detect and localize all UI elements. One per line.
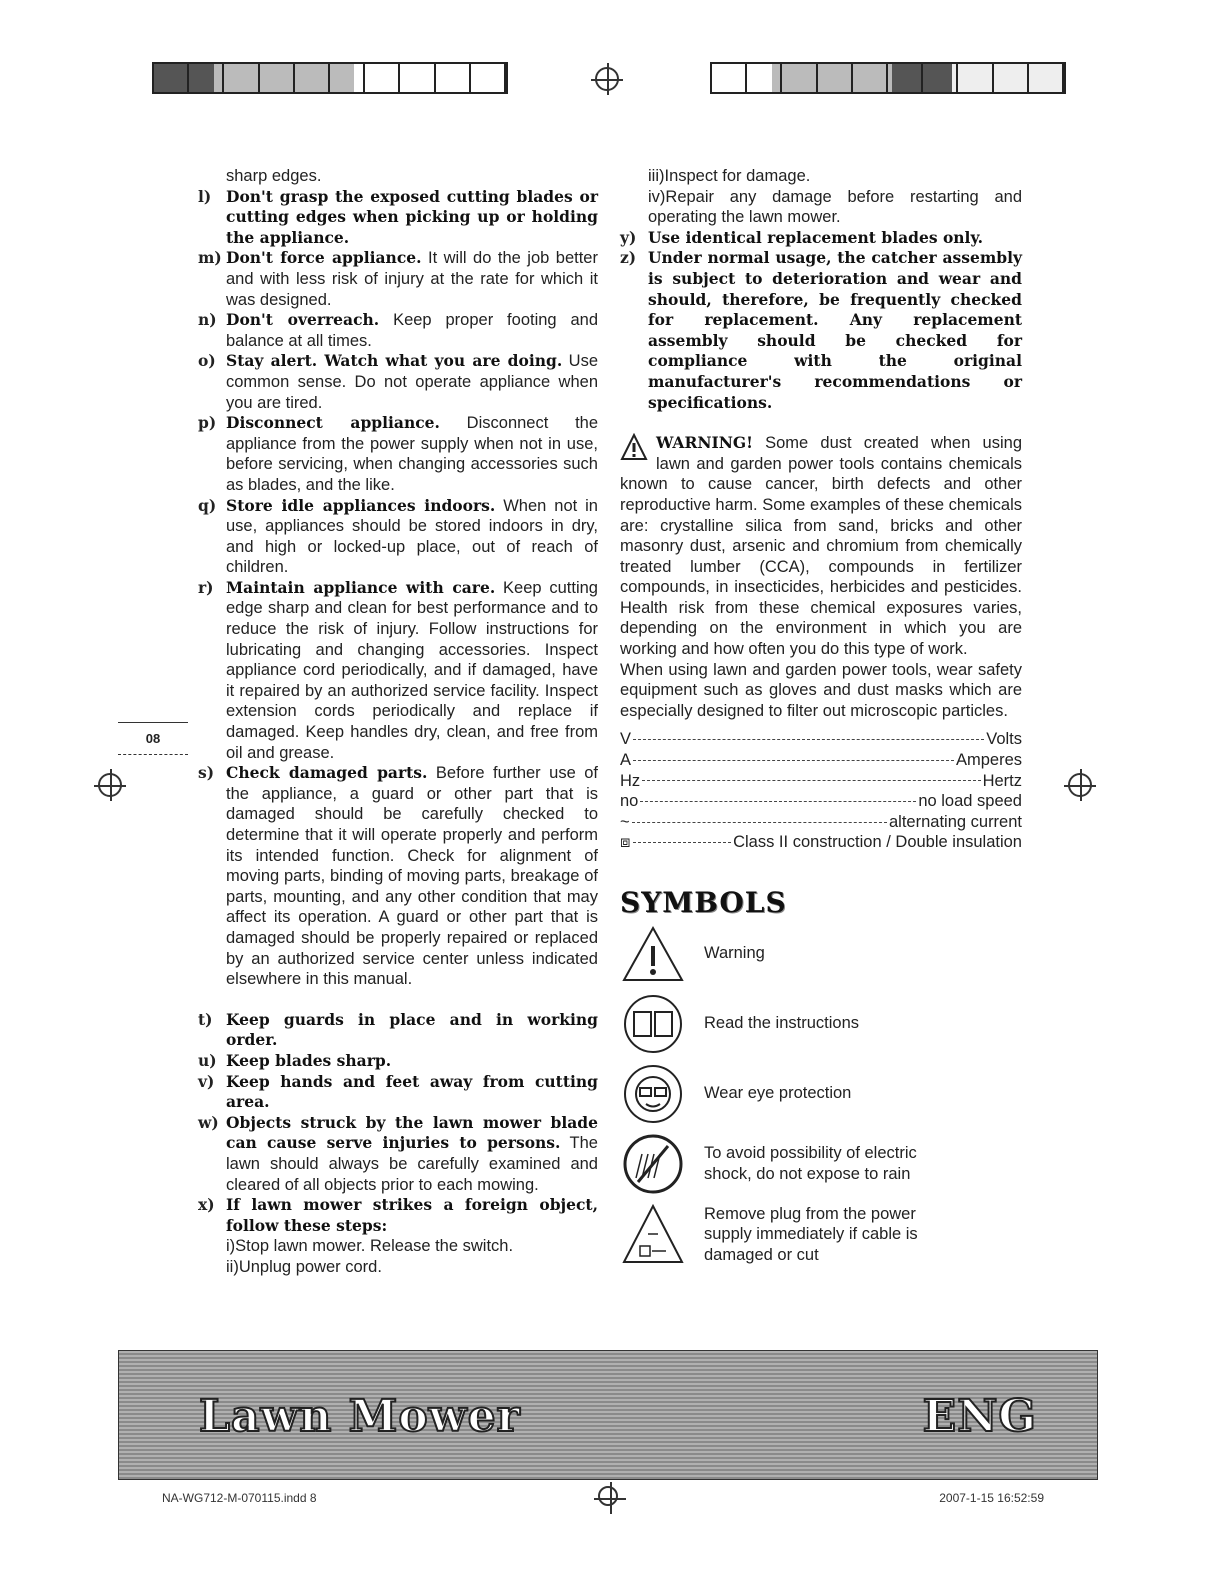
list-item <box>198 1072 598 1113</box>
item-letter: p) <box>198 413 217 433</box>
symbol-label: Remove plug from the power supply immediately if cable is damaged or cut <box>704 1204 918 1264</box>
item-letter: u) <box>198 1050 217 1070</box>
list-item <box>198 310 598 351</box>
symbol-row <box>620 1134 1022 1194</box>
unit-symbol: A <box>620 751 632 770</box>
step: iv)Repair any damage before restarting and operating the lawn mower. <box>648 187 1022 227</box>
item-body <box>226 1010 598 1051</box>
item-body <box>648 248 1022 413</box>
item-letter: w) <box>198 1112 219 1132</box>
symbol-row <box>620 924 1022 984</box>
unit-meaning: Amperes <box>955 751 1022 770</box>
footer-timestamp: 2007-1-15 16:52:59 <box>939 1491 1044 1505</box>
list-item <box>198 351 598 413</box>
list-item <box>198 1010 598 1051</box>
list-item <box>198 413 598 495</box>
symbol-row <box>620 994 1022 1054</box>
item-body <box>226 763 598 990</box>
item-body <box>226 187 598 249</box>
unit-symbol: Hz <box>620 771 641 790</box>
step: iii)Inspect for damage. <box>648 167 811 185</box>
item-body <box>226 1072 598 1113</box>
item-letter: s) <box>198 763 215 783</box>
list-item <box>198 578 598 763</box>
unit-row <box>620 812 1022 833</box>
warning-label: WARNING! <box>656 433 753 453</box>
warning-text: Some dust created when using lawn and garden power tools contains chemicals known to cause cancer, birth defects and other reproductive harm. Some examples of these chemicals are: crystalline silica from sand, bricks and other masonry dust, arsenic and chromium from chemically treated lumber (CCA), compounds in fertilizer compounds, in insecticides, herbicides and pesticides. Health risk from these chemical exposures varies, depending on the environment in which you are working and how often you do this type of work. <box>620 434 1022 659</box>
item-body <box>226 1113 598 1195</box>
item-body <box>226 1051 598 1072</box>
unit-symbol: ⧈ <box>620 833 631 852</box>
list-item <box>198 496 598 578</box>
dash-leader <box>633 739 984 740</box>
item-body <box>226 496 598 578</box>
list-item <box>198 187 598 249</box>
left-column <box>198 166 598 1277</box>
item-letter: v) <box>198 1071 215 1091</box>
item-heading: Keep hands and feet away from cutting area. <box>226 1071 598 1112</box>
unit-meaning: Volts <box>986 730 1022 749</box>
item-heading: Under normal usage, the catcher assembly is subject to deterioration and wear and should, therefore, be frequently checked for replacement. Any replacement assembly should be checked for compliance with the original manufacturer's recommendations or specifications. <box>648 248 1022 412</box>
item-body <box>648 228 1022 249</box>
item-letter: t) <box>198 1009 213 1029</box>
symbol-row <box>620 1204 1022 1266</box>
color-bar-left <box>152 62 508 94</box>
registration-mark-icon <box>1068 773 1092 797</box>
unit-row <box>620 791 1022 812</box>
list-item <box>198 1113 598 1195</box>
warning-paragraph <box>620 433 1022 660</box>
item-heading: Maintain appliance with care. <box>226 577 496 597</box>
list-item <box>620 248 1022 413</box>
paragraph: sharp edges. <box>226 167 322 185</box>
item-heading: Don't overreach. <box>226 310 380 330</box>
item-text: Keep proper footing and balance at all times. <box>226 311 599 350</box>
read-instructions-icon <box>620 994 686 1054</box>
warning-triangle-icon <box>620 924 686 984</box>
item-heading: Keep guards in place and in working order. <box>226 1009 598 1050</box>
page-number: 08 <box>118 722 188 755</box>
remove-plug-icon <box>620 1204 686 1264</box>
item-heading: Stay alert. Watch what you are doing. <box>226 351 563 371</box>
item-letter: x) <box>198 1195 215 1215</box>
unit-meaning: Hertz <box>982 771 1022 790</box>
item-heading: Don't force appliance. <box>226 248 422 268</box>
item-text: When not in use, appliances should be stored indoors in dry, and high or locked-up place, out of reach of children. <box>226 496 598 577</box>
unit-symbol: ~ <box>620 812 630 831</box>
item-body <box>226 310 598 351</box>
step: i)Stop lawn mower. Release the switch. <box>226 1237 514 1256</box>
item-heading: Objects struck by the lawn mower blade can cause serve injuries to persons. <box>226 1112 598 1153</box>
dash-leader <box>632 822 887 823</box>
unit-meaning: no load speed <box>918 792 1022 811</box>
banner <box>118 1350 1098 1480</box>
symbols-list <box>620 924 1022 1266</box>
item-heading: Keep blades sharp. <box>226 1050 392 1070</box>
list-item <box>198 248 598 310</box>
symbol-label: Warning <box>704 944 765 963</box>
symbol-row <box>620 1064 1022 1124</box>
list-item <box>198 1051 598 1072</box>
step: ii)Unplug power cord. <box>226 1257 382 1276</box>
registration-mark-icon <box>595 67 619 91</box>
item-heading: Disconnect appliance. <box>226 413 440 433</box>
warning-triangle-icon <box>620 433 648 463</box>
symbol-label: Read the instructions <box>704 1014 860 1033</box>
item-letter: r) <box>198 577 214 597</box>
item-body <box>226 413 598 495</box>
right-column <box>620 166 1022 1265</box>
item-heading: Store idle appliances indoors. <box>226 495 496 515</box>
warning-text-2: When using lawn and garden power tools, wear safety equipment such as gloves and dust masks which are especially designed to filter out microscopic particles. <box>620 660 1022 720</box>
list-item <box>198 763 598 990</box>
unit-symbol: V <box>620 730 632 749</box>
item-text: The lawn should always be carefully examined and cleared of all objects prior to each mowing. <box>226 1134 598 1194</box>
item-heading: Don't grasp the exposed cutting blades or cutting edges when picking up or holding the appliance. <box>226 186 598 247</box>
item-body <box>226 351 598 413</box>
item-heading: Check damaged parts. <box>226 763 428 783</box>
item-letter: n) <box>198 310 217 330</box>
symbols-heading: SYMBOLS <box>620 886 787 919</box>
item-text: It will do the job better and with less risk of injury at the rate for which it was designed. <box>226 249 598 309</box>
list-item <box>620 228 1022 249</box>
symbol-label: Wear eye protection <box>704 1084 852 1103</box>
item-text: Use common sense. Do not operate appliance when you are tired. <box>226 352 598 412</box>
unit-row <box>620 729 1022 750</box>
color-bar-right <box>710 62 1066 94</box>
item-letter: y) <box>620 227 637 247</box>
symbol-label: To avoid possibility of electric shock, do not expose to rain <box>704 1144 917 1183</box>
footer-file: NA-WG712-M-070115.indd 8 <box>162 1491 317 1505</box>
units-list <box>620 729 1022 853</box>
item-heading: Use identical replacement blades only. <box>648 227 984 247</box>
unit-symbol: no <box>620 792 639 811</box>
unit-meaning: alternating current <box>889 812 1022 831</box>
unit-row <box>620 771 1022 792</box>
item-text: Before further use of the appliance, a guard or other part that is damaged should be carefully checked to determine that it will operate properly and perform its intended function. Check for alignment of moving parts, binding of moving parts, breakage of parts, mounting, and any other condition that may affect its operation. A guard or other part that is damaged should be properly repaired or replaced by an authorized service center unless indicated elsewhere in this manual. <box>226 764 598 989</box>
banner-title: Lawn Mower <box>199 1391 521 1442</box>
item-letter: m) <box>198 248 222 268</box>
dash-leader <box>642 780 980 781</box>
no-rain-icon <box>620 1134 686 1194</box>
item-text: Keep cutting edge sharp and clean for best performance and to reduce the risk of injury. Follow instructions for lubricating and changing accessories. Inspect appliance cord periodically, and if damaged, have it repaired by an authorized service facility. Inspect extension cords periodically and replace if damaged. Keep handles dry, clean, and free from oil and grease. <box>226 578 598 762</box>
registration-mark-icon <box>598 1486 618 1506</box>
item-letter: z) <box>620 248 637 268</box>
item-body <box>226 248 598 310</box>
item-heading: If lawn mower strikes a foreign object, follow these steps: <box>226 1195 598 1235</box>
unit-row <box>620 832 1022 853</box>
item-body <box>226 1195 598 1236</box>
item-body <box>226 578 598 763</box>
eye-protection-icon <box>620 1064 686 1124</box>
item-letter: o) <box>198 351 216 371</box>
dash-leader <box>633 842 732 843</box>
dash-leader <box>640 801 916 802</box>
item-letter: l) <box>198 186 212 206</box>
unit-row <box>620 750 1022 771</box>
dash-leader <box>633 760 954 761</box>
list-item <box>198 1195 598 1236</box>
unit-meaning: Class II construction / Double insulation <box>733 833 1022 852</box>
banner-language: ENG <box>922 1391 1037 1442</box>
registration-mark-icon <box>98 773 122 797</box>
item-letter: q) <box>198 495 217 515</box>
item-text: Disconnect the appliance from the power supply when not in use, before servicing, when changing accessories such as blades, and the like. <box>226 414 599 494</box>
